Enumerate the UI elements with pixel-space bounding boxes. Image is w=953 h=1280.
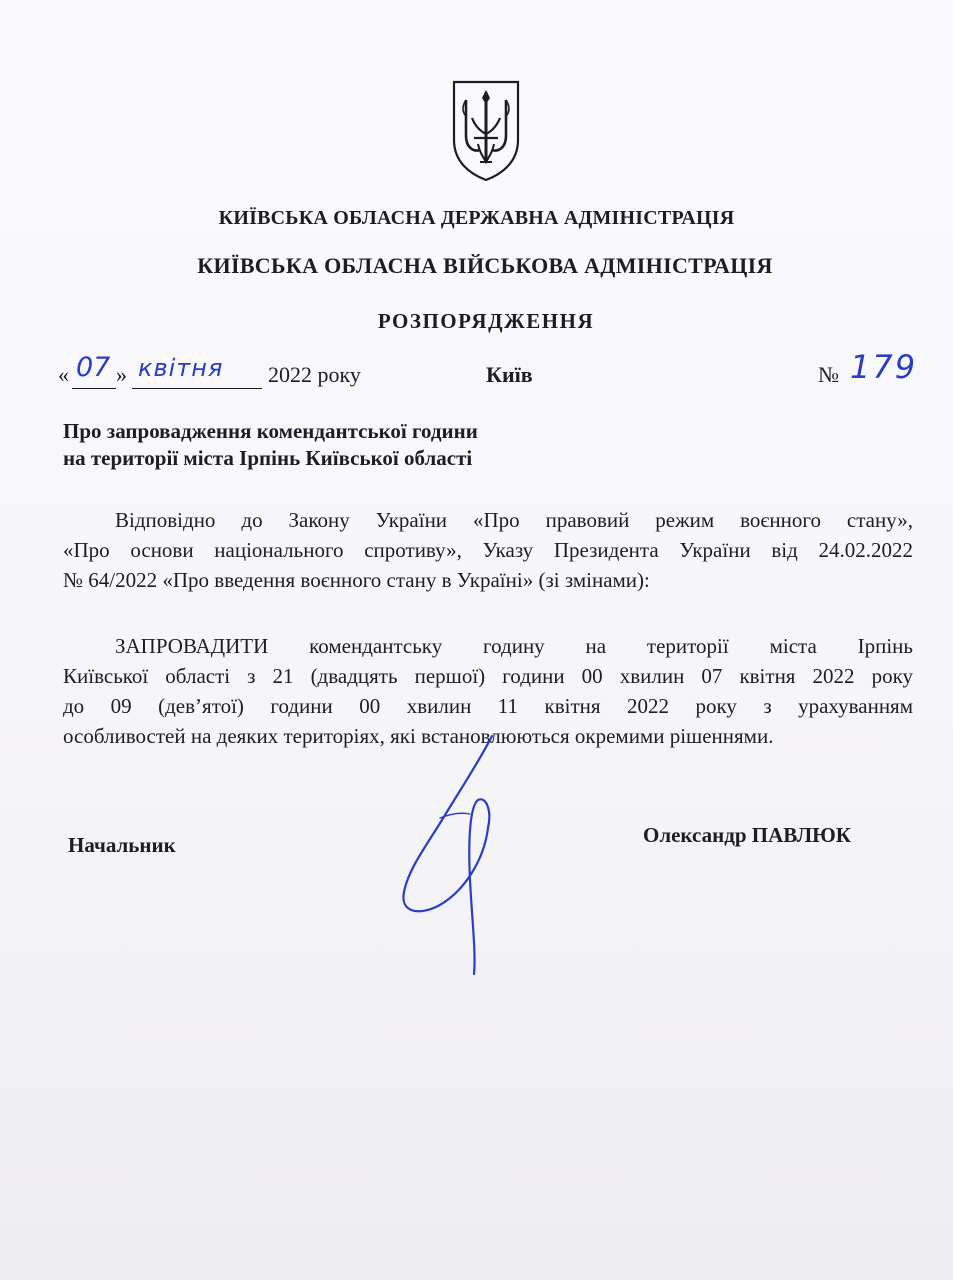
preamble-line-3: № 64/2022 «Про введення воєнного стану в Україні» (зі змінами): xyxy=(63,568,650,592)
order-line-3: до 09 (дев’ятої) години 00 хвилин 11 квітня 2022 року з урахуванням xyxy=(63,694,913,718)
date-day: 07 xyxy=(76,352,111,383)
order-line-1: ЗАПРОВАДИТИ комендантську годину на території міста Ірпінь xyxy=(115,634,913,658)
signer-title: Начальник xyxy=(68,833,176,857)
document-city: Київ xyxy=(486,362,533,387)
date-quote-close: » xyxy=(116,362,127,387)
date-quote-open: « xyxy=(58,362,69,387)
subject-line-2: на території міста Ірпінь Київської області xyxy=(63,446,473,470)
coat-of-arms-icon xyxy=(450,78,522,182)
handwritten-signature-icon xyxy=(380,730,520,980)
document-number: 179 xyxy=(850,348,918,386)
preamble-line-2: «Про основи національного спротиву», Указу Президента України від 24.02.2022 xyxy=(63,538,913,562)
signer-name: Олександр ПАВЛЮК xyxy=(643,823,851,847)
org-name-military-admin: КИЇВСЬКА ОБЛАСНА ВІЙСЬКОВА АДМІНІСТРАЦІЯ xyxy=(197,253,773,278)
subject-line-1: Про запровадження комендантської години xyxy=(63,419,478,443)
preamble-paragraph xyxy=(63,505,913,595)
date-year: 2022 року xyxy=(268,362,361,387)
date-month: квітня xyxy=(138,354,224,382)
document-type-title: РОЗПОРЯДЖЕННЯ xyxy=(377,309,595,333)
date-number-row xyxy=(58,348,938,392)
org-name-state-admin: КИЇВСЬКА ОБЛАСНА ДЕРЖАВНА АДМІНІСТРАЦІЯ xyxy=(218,207,735,229)
order-line-2: Київської області з 21 (двадцять першої) години 00 хвилин 07 квітня 2022 року xyxy=(63,664,913,688)
document-number-sign: № xyxy=(818,362,839,387)
preamble-line-1: Відповідно до Закону України «Про правовий режим воєнного стану», xyxy=(115,508,913,532)
order-line-4: особливостей на деяких територіях, які встановлюються окремими рішеннями. xyxy=(63,724,774,748)
